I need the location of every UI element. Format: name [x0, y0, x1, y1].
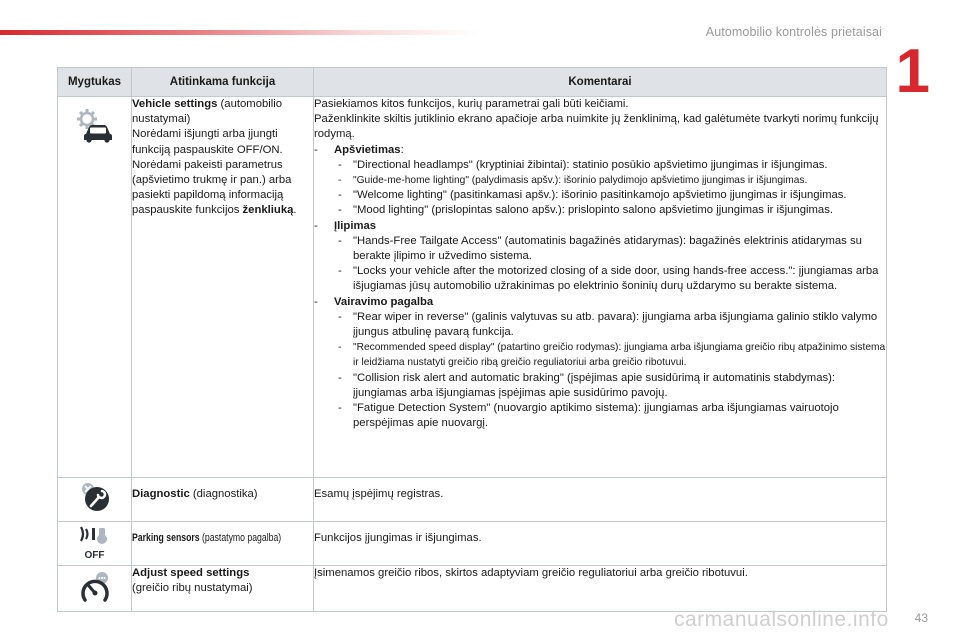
group-heading-driving-assistance: - Vairavimo pagalba [314, 295, 434, 308]
function-name: Vehicle settings [132, 98, 218, 110]
speed-settings-gauge-icon [75, 570, 115, 606]
function-bold-word: ženkliuką [242, 204, 294, 217]
group-heading-access: - Įlipimas [314, 219, 377, 232]
function-cell [132, 522, 314, 566]
function-suffix: (pastatymo pagalba) [199, 532, 282, 544]
list-item: - "Directional headlamps" (kryptiniai žibintai): statinio posūkio apšvietimo įjungimas ir išjungimas. [338, 158, 828, 171]
comment-cell [314, 97, 887, 478]
icon-cell [58, 566, 132, 612]
icon-cell [58, 97, 132, 478]
list-item: - "Recommended speed display" (patartino greičio rodymas): įjungiama arba išjungiama greičio ribų atpažinimo sistema ir leidžiama nustatyti greičio ribą greičio reguliatoriui arba greičio ribotuvui. [338, 342, 886, 369]
table-row [58, 478, 887, 522]
car-settings-gear-icon [75, 109, 115, 145]
function-name: Adjust speed settings [132, 567, 250, 579]
function-suffix: (automobilio nustatymai) [132, 98, 283, 126]
table-row [58, 97, 887, 478]
table-header-row [58, 68, 887, 97]
functions-table [57, 67, 887, 612]
chapter-number: 1 [895, 37, 930, 106]
function-cell [132, 97, 314, 478]
comment-intro-1: Pasiekiamos kitos funkcijos, kurių parametrai gali būti keičiami. [314, 98, 629, 110]
list-item: - "Fatigue Detection System" (nuovargio aptikimo sistema): įjungiamas arba išjungiamas vairuotojo perspėjimas apie nuovargį. [338, 402, 839, 430]
column-header-button: Mygtukas [58, 68, 132, 97]
list-item: - "Rear wiper in reverse" (galinis valytuvas su atb. pavara): įjungiama arba išjungiama galinio stiklo valymo įjungus atbulinę pavarą funkcija. [338, 310, 878, 339]
list-item: - "Collision risk alert and automatic braking" (įspėjimas apie susidūrimą ir automatinis stabdymas): įjungiamas arba išjungiamas įspėjimas apie susidūrimo pavojų. [338, 371, 836, 399]
list-item: - "Welcome lighting" (pasitinkamasi apšv.): išorinio pasitinkamojo apšvietimo įjungimas ir išjungimas. [338, 189, 847, 202]
list-item: - "Locks your vehicle after the motorized closing of a side door, using hands-free access.": įjungiamas arba išjugiamas jūsų automobilio užrakinimas po elektrinio šoninių durų uždarymo su berakte sistema. [338, 265, 879, 293]
function-suffix: (greičio ribų nustatymai) [132, 582, 253, 595]
diagnostic-wrench-icon [75, 480, 115, 514]
function-name: Parking sensors [132, 532, 200, 544]
list-item: - "Mood lighting" (prislopintas salono apšv.): prislopinto salono apšvietimo įjungimas ir išjungimas. [338, 204, 833, 217]
page-number: 43 [914, 611, 928, 625]
list-item: - "Hands-Free Tailgate Access" (automatinis bagažinės atidarymas): bagažinės elektrinis atidarymas su berakte įlipimo ir užvedimo sistema. [338, 234, 862, 263]
comment-cell: Įsimenamos greičio ribos, skirtos adaptyviam greičio reguliatoriui arba greičio ribotuvui. [314, 566, 887, 612]
header-accent-bar [0, 30, 480, 35]
off-label: OFF [84, 550, 105, 562]
icon-cell [58, 478, 132, 522]
function-period: . [293, 204, 297, 217]
section-title: Automobilio kontrolės prietaisai [705, 25, 882, 39]
group-heading-lighting: - Apšvietimas: [314, 143, 404, 156]
function-cell [132, 566, 314, 612]
function-description: Norėdami išjungti arba įjungti funkciją paspauskite OFF/ON. Norėdami pakeisti parametrus (apšvietimo trukmę ir pan.) arba pasiekti papildomą informaciją paspauskite funkcijos [132, 128, 292, 217]
table-row [58, 522, 887, 566]
table-row [58, 566, 887, 612]
comment-intro-2: Paženklinkite skiltis jutiklinio ekrano apačioje arba nuimkite jų ženklinimą, kad galėtumėte tvarkyti norimų funkcijų rodymą. [314, 113, 879, 141]
parking-sensors-off-icon [75, 524, 115, 562]
function-suffix: (diagnostika) [189, 488, 258, 500]
column-header-comments: Komentarai [314, 68, 887, 97]
watermark: carmanualsonline.info [674, 608, 889, 631]
parking-sensors-waves-icon [75, 524, 115, 546]
list-item: - "Guide-me-home lighting" (palydimasis apšv.): išorinio palydimojo apšvietimo įjungimas ir išjungimas. [338, 175, 808, 187]
function-cell [132, 478, 314, 522]
comment-cell: Funkcijos įjungimas ir išjungimas. [314, 522, 887, 566]
comment-cell: Esamų įspėjimų registras. [314, 478, 887, 522]
column-header-function: Atitinkama funkcija [132, 68, 314, 97]
function-name: Diagnostic [132, 488, 190, 500]
icon-cell [58, 522, 132, 566]
